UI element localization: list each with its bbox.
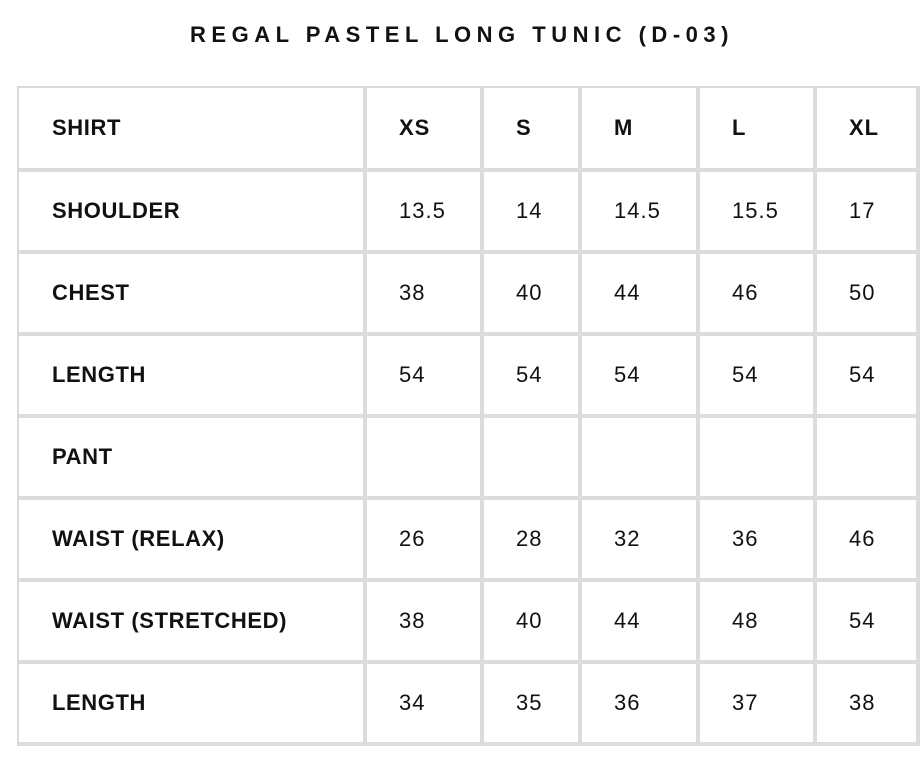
table-cell: 38	[817, 664, 920, 746]
table-cell: 28	[484, 500, 582, 582]
table-cell: 34	[367, 664, 484, 746]
page-title: REGAL PASTEL LONG TUNIC (D-03)	[190, 22, 734, 47]
table-cell: 17	[817, 172, 920, 254]
table-cell	[367, 418, 484, 500]
table-cell: 40	[484, 254, 582, 336]
table-cell: 15.5	[700, 172, 817, 254]
table-cell: 46	[817, 500, 920, 582]
table-cell: 38	[367, 582, 484, 664]
table-header-row	[19, 88, 920, 172]
table-cell: 40	[484, 582, 582, 664]
table-cell: 14.5	[582, 172, 700, 254]
table-row	[19, 254, 920, 336]
table-cell: 44	[582, 254, 700, 336]
table-cell: 54	[817, 336, 920, 418]
table-row	[19, 500, 920, 582]
table-cell: 36	[582, 664, 700, 746]
row-label: WAIST (RELAX)	[19, 500, 367, 582]
row-label: PANT	[19, 418, 367, 500]
table-cell	[817, 418, 920, 500]
table-cell	[484, 418, 582, 500]
table-cell: 54	[817, 582, 920, 664]
row-label: LENGTH	[19, 336, 367, 418]
table-cell: 50	[817, 254, 920, 336]
table-cell: 13.5	[367, 172, 484, 254]
table-row	[19, 418, 920, 500]
table-cell	[700, 418, 817, 500]
size-header-m: M	[582, 88, 700, 172]
table-cell: 14	[484, 172, 582, 254]
row-label: WAIST (STRETCHED)	[19, 582, 367, 664]
row-label: LENGTH	[19, 664, 367, 746]
table-row	[19, 664, 920, 746]
table-cell: 54	[582, 336, 700, 418]
table-cell: 54	[484, 336, 582, 418]
table-cell: 38	[367, 254, 484, 336]
table-cell: 36	[700, 500, 817, 582]
row-label: CHEST	[19, 254, 367, 336]
table-cell: 54	[367, 336, 484, 418]
table-cell: 26	[367, 500, 484, 582]
table-cell: 54	[700, 336, 817, 418]
table-row	[19, 582, 920, 664]
size-chart-table	[17, 86, 920, 746]
size-header-xs: XS	[367, 88, 484, 172]
table-cell: 44	[582, 582, 700, 664]
size-header-s: S	[484, 88, 582, 172]
table-cell: 32	[582, 500, 700, 582]
table-cell: 37	[700, 664, 817, 746]
table-cell: 48	[700, 582, 817, 664]
table-cell: 35	[484, 664, 582, 746]
table-row	[19, 172, 920, 254]
size-header-l: L	[700, 88, 817, 172]
size-header-xl: XL	[817, 88, 920, 172]
row-label: SHOULDER	[19, 172, 367, 254]
table-cell: 46	[700, 254, 817, 336]
table-row	[19, 336, 920, 418]
table-cell	[582, 418, 700, 500]
header-label-cell: SHIRT	[19, 88, 367, 172]
